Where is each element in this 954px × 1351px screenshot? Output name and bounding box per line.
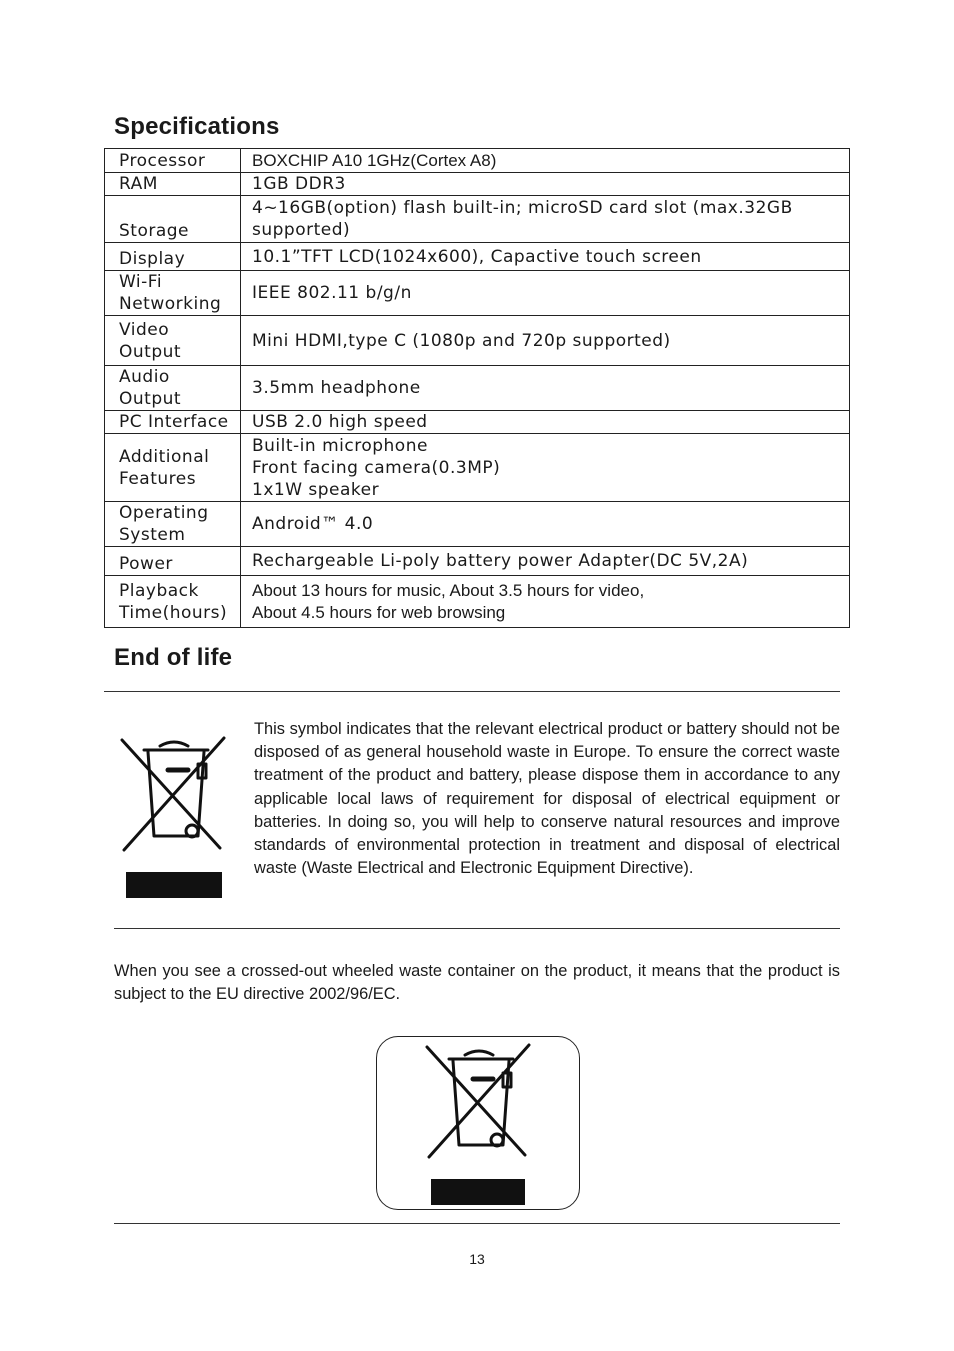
divider: [104, 691, 840, 692]
spec-value-line: 1x1W speaker: [252, 479, 380, 500]
spec-label: Processor: [105, 149, 241, 173]
divider: [114, 1223, 840, 1224]
spec-label: PC Interface: [105, 411, 241, 434]
table-row: [105, 576, 850, 628]
spec-value-line: Built-in microphone: [252, 435, 428, 456]
specifications-table: [104, 148, 850, 628]
spec-label: Playback Time(hours): [105, 576, 241, 628]
weee-logo-frame: [376, 1036, 580, 1210]
spec-label: Audio Output: [105, 366, 241, 411]
weee-description: This symbol indicates that the relevant electrical product or battery should not be disposed of as general household waste in Europe. To ensure the correct waste treatment of the product and battery, please dispose them in accordance to any applicable local laws of requirement for disposal of electrical equipment or batteries. In doing so, you will help to conserve natural resources and improve standards of environmental protection in treatment and disposal of electrical waste (Waste Electrical and Electronic Equipment Directive).: [254, 720, 840, 878]
spec-value: Android™ 4.0: [241, 502, 850, 547]
spec-value: USB 2.0 high speed: [241, 411, 850, 434]
spec-value: 3.5mm headphone: [241, 366, 850, 411]
spec-value: BOXCHIP A10 1GHz(Cortex A8): [241, 149, 850, 173]
spec-value-line: About 4.5 hours for web browsing: [252, 602, 506, 622]
spec-value: 1GB DDR3: [241, 173, 850, 196]
spec-value: Mini HDMI,type C (1080p and 720p supported): [241, 316, 850, 366]
spec-value-line: Front facing camera(0.3MP): [252, 457, 501, 478]
table-row: [105, 243, 850, 271]
table-row: [105, 149, 850, 173]
end-of-life-heading: End of life: [114, 644, 233, 671]
table-row: [105, 411, 850, 434]
spec-value: Rechargeable Li-poly battery power Adapter(DC 5V,2A): [241, 547, 850, 576]
table-row: [105, 366, 850, 411]
table-row: [105, 547, 850, 576]
spec-value: 10.1”TFT LCD(1024x600), Capactive touch screen: [241, 243, 850, 271]
table-row: [105, 196, 850, 243]
divider: [114, 928, 840, 929]
table-row: [105, 316, 850, 366]
table-row: [105, 434, 850, 502]
weee-crossed-bin-icon: [421, 1043, 537, 1207]
spec-label: Wi-Fi Networking: [105, 271, 241, 316]
spec-value: [241, 434, 850, 502]
spec-value: [241, 576, 850, 628]
spec-label: Power: [105, 547, 241, 576]
spec-label: Operating System: [105, 502, 241, 547]
spec-label: RAM: [105, 173, 241, 196]
eu-directive-note: When you see a crossed-out wheeled waste container on the product, it means that the product is subject to the EU directive 2002/96/EC.: [114, 962, 840, 1004]
spec-value: IEEE 802.11 b/g/n: [241, 271, 850, 316]
page-number: 13: [469, 1251, 485, 1267]
table-row: [105, 271, 850, 316]
table-row: [105, 502, 850, 547]
spec-label: Video Output: [105, 316, 241, 366]
spec-label: Display: [105, 243, 241, 271]
weee-crossed-bin-icon: [116, 734, 232, 902]
spec-label: Storage: [105, 196, 241, 243]
spec-label: Additional Features: [105, 434, 241, 502]
spec-value-line: About 13 hours for music, About 3.5 hours for video,: [252, 580, 645, 600]
specifications-heading: Specifications: [114, 113, 280, 140]
table-row: [105, 173, 850, 196]
spec-value: 4~16GB(option) flash built-in; microSD card slot (max.32GB supported): [241, 196, 850, 243]
